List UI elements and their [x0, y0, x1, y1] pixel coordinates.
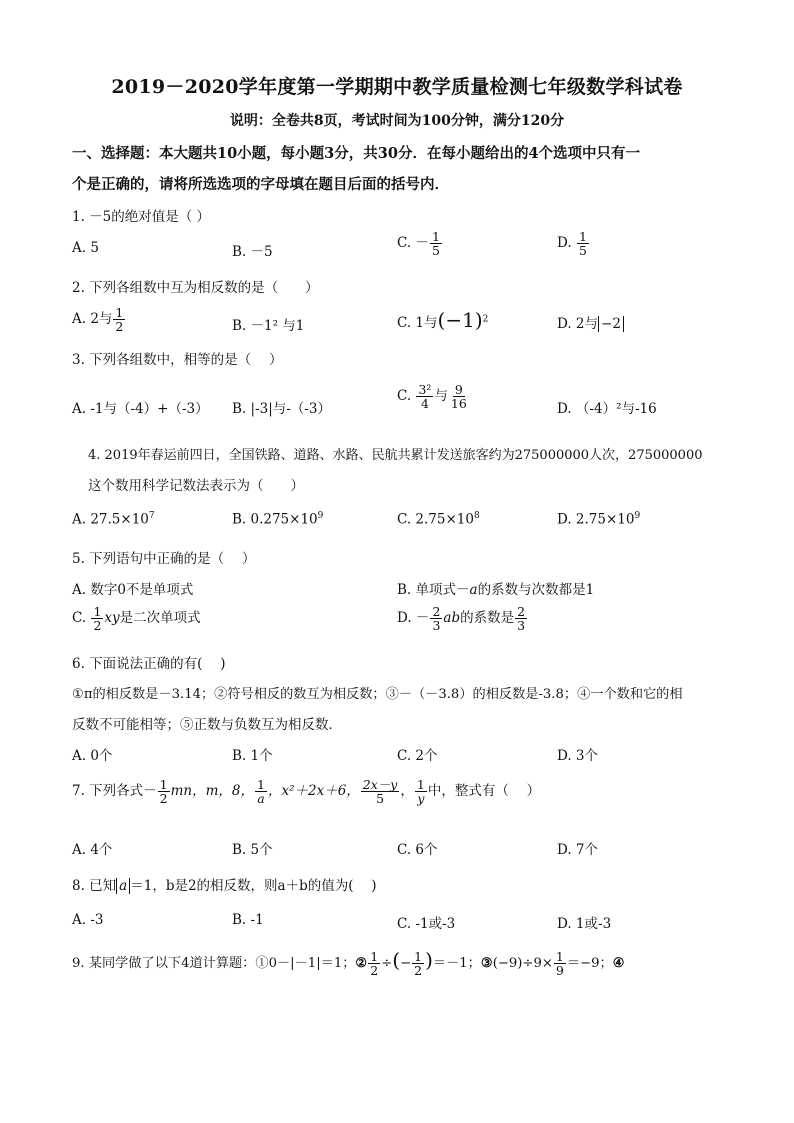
q7-option-a: A. 4个: [72, 842, 113, 858]
q5-option-c: C. $\frac{1}{2}$ xy是二次单项式: [72, 604, 201, 634]
q6-statements-line2: 反数不可能相等；⑤正数与负数互为相反数．: [72, 717, 342, 733]
q8-stem: 8. 已知 a ＝1，b是2的相反数，则a＋b的值为( ): [72, 878, 377, 894]
q4-stem-line1: 4. 2019年春运前四日，全国铁路、道路、水路、民航共累计发送旅客约为275000000人次，275000000: [88, 448, 703, 463]
q3-option-b: B. |-3|与-（-3）: [232, 401, 331, 417]
section1-heading-line2: 个是正确的，请将所选选项的字母填在题目后面的括号内．: [72, 176, 449, 193]
q8-abs-a: a: [116, 878, 130, 894]
q3-option-c-fraction1: $\frac{\text{3²}}{4}$: [418, 382, 432, 412]
q6-option-a: A. 0个: [72, 748, 113, 764]
q1-option-d-label: D.: [557, 235, 572, 252]
section1-heading-line1: 一、选择题：本大题共10小题，每小题3分，共30分．在每小题给出的4个选项中只有一: [72, 145, 641, 162]
q7-fraction-3: $\frac{2x-y}{5}$: [362, 777, 398, 807]
q7-option-c: C. 6个: [397, 842, 438, 858]
q2-stem: 2. 下列各组数中互为相反数的是（ ）: [72, 280, 319, 296]
q6-option-b: B. 1个: [232, 748, 273, 764]
q7-fraction-2: $\frac{1}{a}$: [257, 777, 265, 807]
q8-option-b: B. -1: [232, 912, 264, 928]
q7-fraction-1: $\frac{1}{2}$: [159, 777, 168, 807]
q7-fraction-4: $\frac{1}{y}$: [416, 777, 425, 807]
q5-option-b: B. 单项式－a的系数与次数都是1: [397, 582, 595, 598]
q9-stem: 9. 某同学做了以下4道计算题：①0－|－1|＝1；② $\frac{1}{2}$ ÷(− $\frac{1}{2}$ )＝－1；③(−9)÷9× $\frac{1}{9}$ ＝−9；④: [72, 948, 625, 978]
q2-option-d: D. 2与 −2: [557, 312, 624, 332]
q1-option-c: [397, 230, 443, 257]
q1-option-d-fraction: $\frac{1}{5}$: [578, 229, 587, 259]
q1-option-b: B. －5: [232, 244, 273, 260]
q2-option-a-fraction: $\frac{1}{2}$: [115, 305, 124, 335]
q1-option-a: A. 5: [72, 240, 99, 256]
q7-option-d: D. 7个: [557, 842, 599, 858]
q2-option-d-abs: −2: [598, 316, 624, 332]
exam-note: 说明：全卷共8页，考试时间为100分钟，满分120分: [229, 113, 565, 129]
q5-stem: 5. 下列语句中正确的是（ ）: [72, 551, 256, 567]
q3-option-a: A. -1与（-4）+（-3）: [72, 401, 209, 417]
q8-option-d: D. 1或-3: [557, 916, 612, 932]
q3-option-c: C. $\frac{\text{3²}}{4}$ 与 $\frac{9}{16}$: [397, 382, 467, 412]
q8-option-c: C. -1或-3: [397, 916, 456, 932]
q9-fraction-2: $\frac{1}{2}$: [414, 948, 423, 978]
q2-option-a: A. 2与 $\frac{1}{2}$: [72, 305, 124, 335]
q4-option-d: D. $2.75\times 10^9$: [557, 511, 641, 528]
q5-option-d-fraction: $\frac{2}{3}$: [432, 604, 441, 634]
q3-option-c-fraction2: $\frac{9}{16}$: [450, 382, 467, 412]
q5-option-d: D. － $\frac{2}{3}$ ab的系数是 $\frac{2}{3}$: [397, 604, 526, 634]
q1-option-c-label: C. －: [397, 235, 429, 252]
q6-option-c: C. 2个: [397, 748, 438, 764]
q1-stem: 1. －5的绝对值是（ ）: [72, 209, 211, 225]
q6-stem: 6. 下面说法正确的有( ): [72, 656, 226, 672]
page-title: 2019－2020学年度第一学期期中教学质量检测七年级数学科试卷: [111, 76, 683, 98]
q9-fraction-1: $\frac{1}{2}$: [370, 948, 379, 978]
q1-option-d: [557, 230, 590, 257]
q4-option-a: A. $27.5\times 10^7$: [72, 511, 155, 528]
q4-option-b: B. $0.275\times 10^9$: [232, 511, 324, 528]
q4-option-c: C. $2.75\times 10^8$: [397, 511, 480, 528]
q8-option-a: A. -3: [72, 912, 104, 928]
q4-stem-line2: 这个数用科学记数法表示为（ ）: [88, 478, 304, 494]
q7-option-b: B. 5个: [232, 842, 273, 858]
q3-stem: 3. 下列各组数中，相等的是（ ）: [72, 352, 283, 368]
q5-option-d-fraction2: $\frac{2}{3}$: [517, 604, 526, 634]
q6-option-d: D. 3个: [557, 748, 599, 764]
q5-option-a: A. 数字0不是单项式: [72, 582, 194, 598]
q2-option-b: B. －1² 与1: [232, 318, 305, 334]
q7-stem: 7. 下列各式－ $\frac{1}{2}$ mn，m，8， $\frac{1}{a}$ ，x²＋2x＋6， $\frac{2x-y}{5}$ ， $\frac{1}{y}$ 中，整式有（ ）: [72, 777, 541, 807]
q2-option-c: C. 1与$(-1)^2$: [397, 308, 489, 332]
q1-option-c-fraction: $\frac{1}{5}$: [431, 229, 440, 259]
q5-option-c-fraction: $\frac{1}{2}$: [93, 604, 102, 634]
q9-fraction-3: $\frac{1}{9}$: [555, 948, 564, 978]
q6-statements-line1: ①π的相反数是－3.14；②符号相反的数互为相反数；③－（－3.8）的相反数是-3.8；④一个数和它的相: [72, 687, 683, 702]
q3-option-d: D. （-4）²与-16: [557, 401, 657, 417]
